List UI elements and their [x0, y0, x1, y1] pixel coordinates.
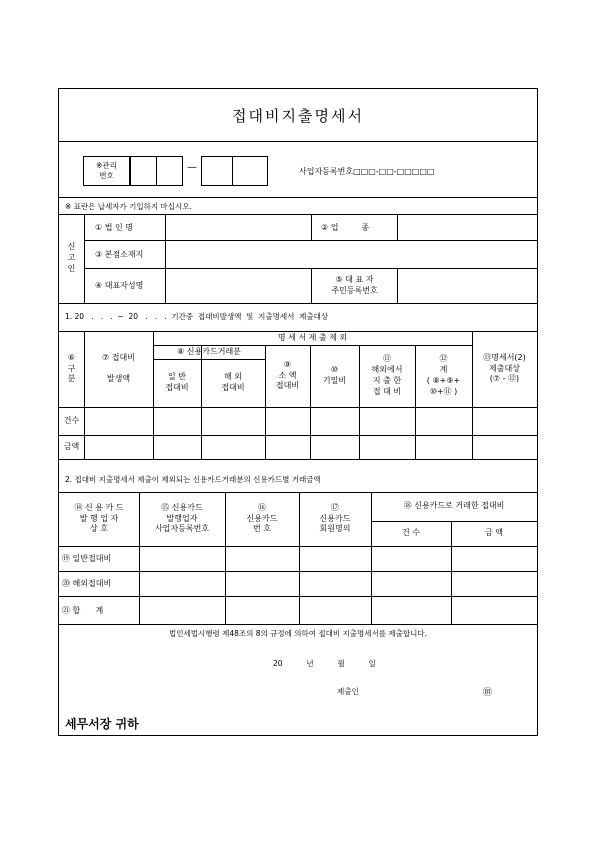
section2-heading: 2. 접대비 지출명세서 제출이 제외되는 신용카드거래분의 신용카드별 거래금액 [65, 474, 321, 484]
industry-label: ② 업 종 [321, 222, 370, 232]
industry-field[interactable] [398, 215, 536, 239]
form-title: 접대비지출명세서 [232, 106, 364, 125]
row-count-label: 건수 [63, 415, 80, 425]
rep-id-field[interactable] [398, 269, 536, 302]
head-office-label: ③ 본점소재지 [95, 249, 144, 259]
divider [59, 141, 537, 142]
amount-header: 금 액 [485, 528, 503, 538]
divider [59, 197, 537, 198]
card-number-header: ⑯ 신용카드 번 호 [246, 502, 278, 534]
card-transaction-header: ⑧ 신용카드거래분 [177, 346, 241, 356]
gubun-header: ⑥ 구 분 [67, 352, 76, 384]
submitter-label: 제출인 [337, 686, 359, 696]
general-expense-header: 일 반 접대비 [165, 372, 189, 392]
total-expense-header: ⑦ 접대비 발생액 [102, 352, 135, 384]
row-amount-label: 금액 [63, 441, 80, 451]
biz-reg-number[interactable]: 사업자등록번호□□□-□□-□□□□□ [299, 166, 435, 176]
card-expense-header: ⑱ 신용카드로 거래한 접대비 [403, 501, 505, 511]
instruction-note: ※ 표란은 납세자가 기입하지 마십시오. [65, 201, 192, 211]
rep-id-label: ⑤ 대 표 자 주민등록번호 [331, 274, 378, 295]
row-total-label: ㉑ 합 계 [62, 605, 104, 615]
mgmt-dash: — [187, 162, 197, 174]
overseas-expense-header: 해 외 접대비 [221, 372, 245, 392]
card-member-header: ⑰ 신용카드 회원명의 [319, 502, 351, 534]
mgmt-label: ※관리 번호 [96, 160, 117, 180]
mgmt-box-3[interactable] [201, 156, 233, 186]
issuer-reg-header: ⑮ 신용카드 발행업자 사업자등록번호 [154, 502, 210, 534]
addressee: 세무서장 귀하 [65, 716, 139, 731]
rep-name-label: ④ 대표자성명 [95, 281, 144, 290]
card-issuer-header: ⑭ 신 용 카 드 발 행 업 자 상 호 [74, 502, 124, 534]
form-frame [58, 88, 538, 736]
rep-name-field[interactable] [166, 269, 310, 302]
overseas-spent-header: ⑪ 해외에서 지 출 한 접 대 비 [371, 354, 403, 396]
section1-heading: 1. 20 . . . ~ 20 . . . 기간중 접대비발생액 및 지출명세서 제출대상 [65, 311, 329, 321]
confidential-expense-header: ⑩ 기밀비 [322, 365, 347, 385]
reporter-side-label: 신 고 인 [67, 242, 76, 273]
corp-name-field[interactable] [166, 215, 310, 239]
row-overseas-label: ⑳ 해외접대비 [62, 579, 112, 588]
declaration-text: 법인세법시행령 제48조의 8의 규정에 의하여 접대비 지출명세서를 제출합니다. [169, 628, 427, 638]
count-header: 건 수 [402, 528, 420, 538]
mgmt-box-2[interactable] [156, 156, 183, 186]
mgmt-box-1[interactable] [130, 156, 157, 186]
row-general-label: ⑲ 일반접대비 [62, 554, 112, 563]
head-office-field[interactable] [166, 241, 536, 267]
submit-target-header: ⑬명세서(2) 제출대상 (⑦ - ⑫) [483, 352, 526, 384]
corp-name-label: ① 법 인 명 [95, 222, 133, 232]
seal-mark: ㊞ [483, 687, 493, 698]
small-expense-header: ⑨ 소 액 접대비 [275, 359, 300, 391]
subtotal-header: ⑫ 계 ( ⑧+⑨+ ⑩+⑪ ) [426, 354, 461, 396]
exempt-header: 명 세 서 제 출 제 외 [277, 332, 348, 342]
mgmt-box-4[interactable] [232, 156, 268, 186]
submission-date[interactable]: 20 년 월 일 [273, 658, 376, 668]
